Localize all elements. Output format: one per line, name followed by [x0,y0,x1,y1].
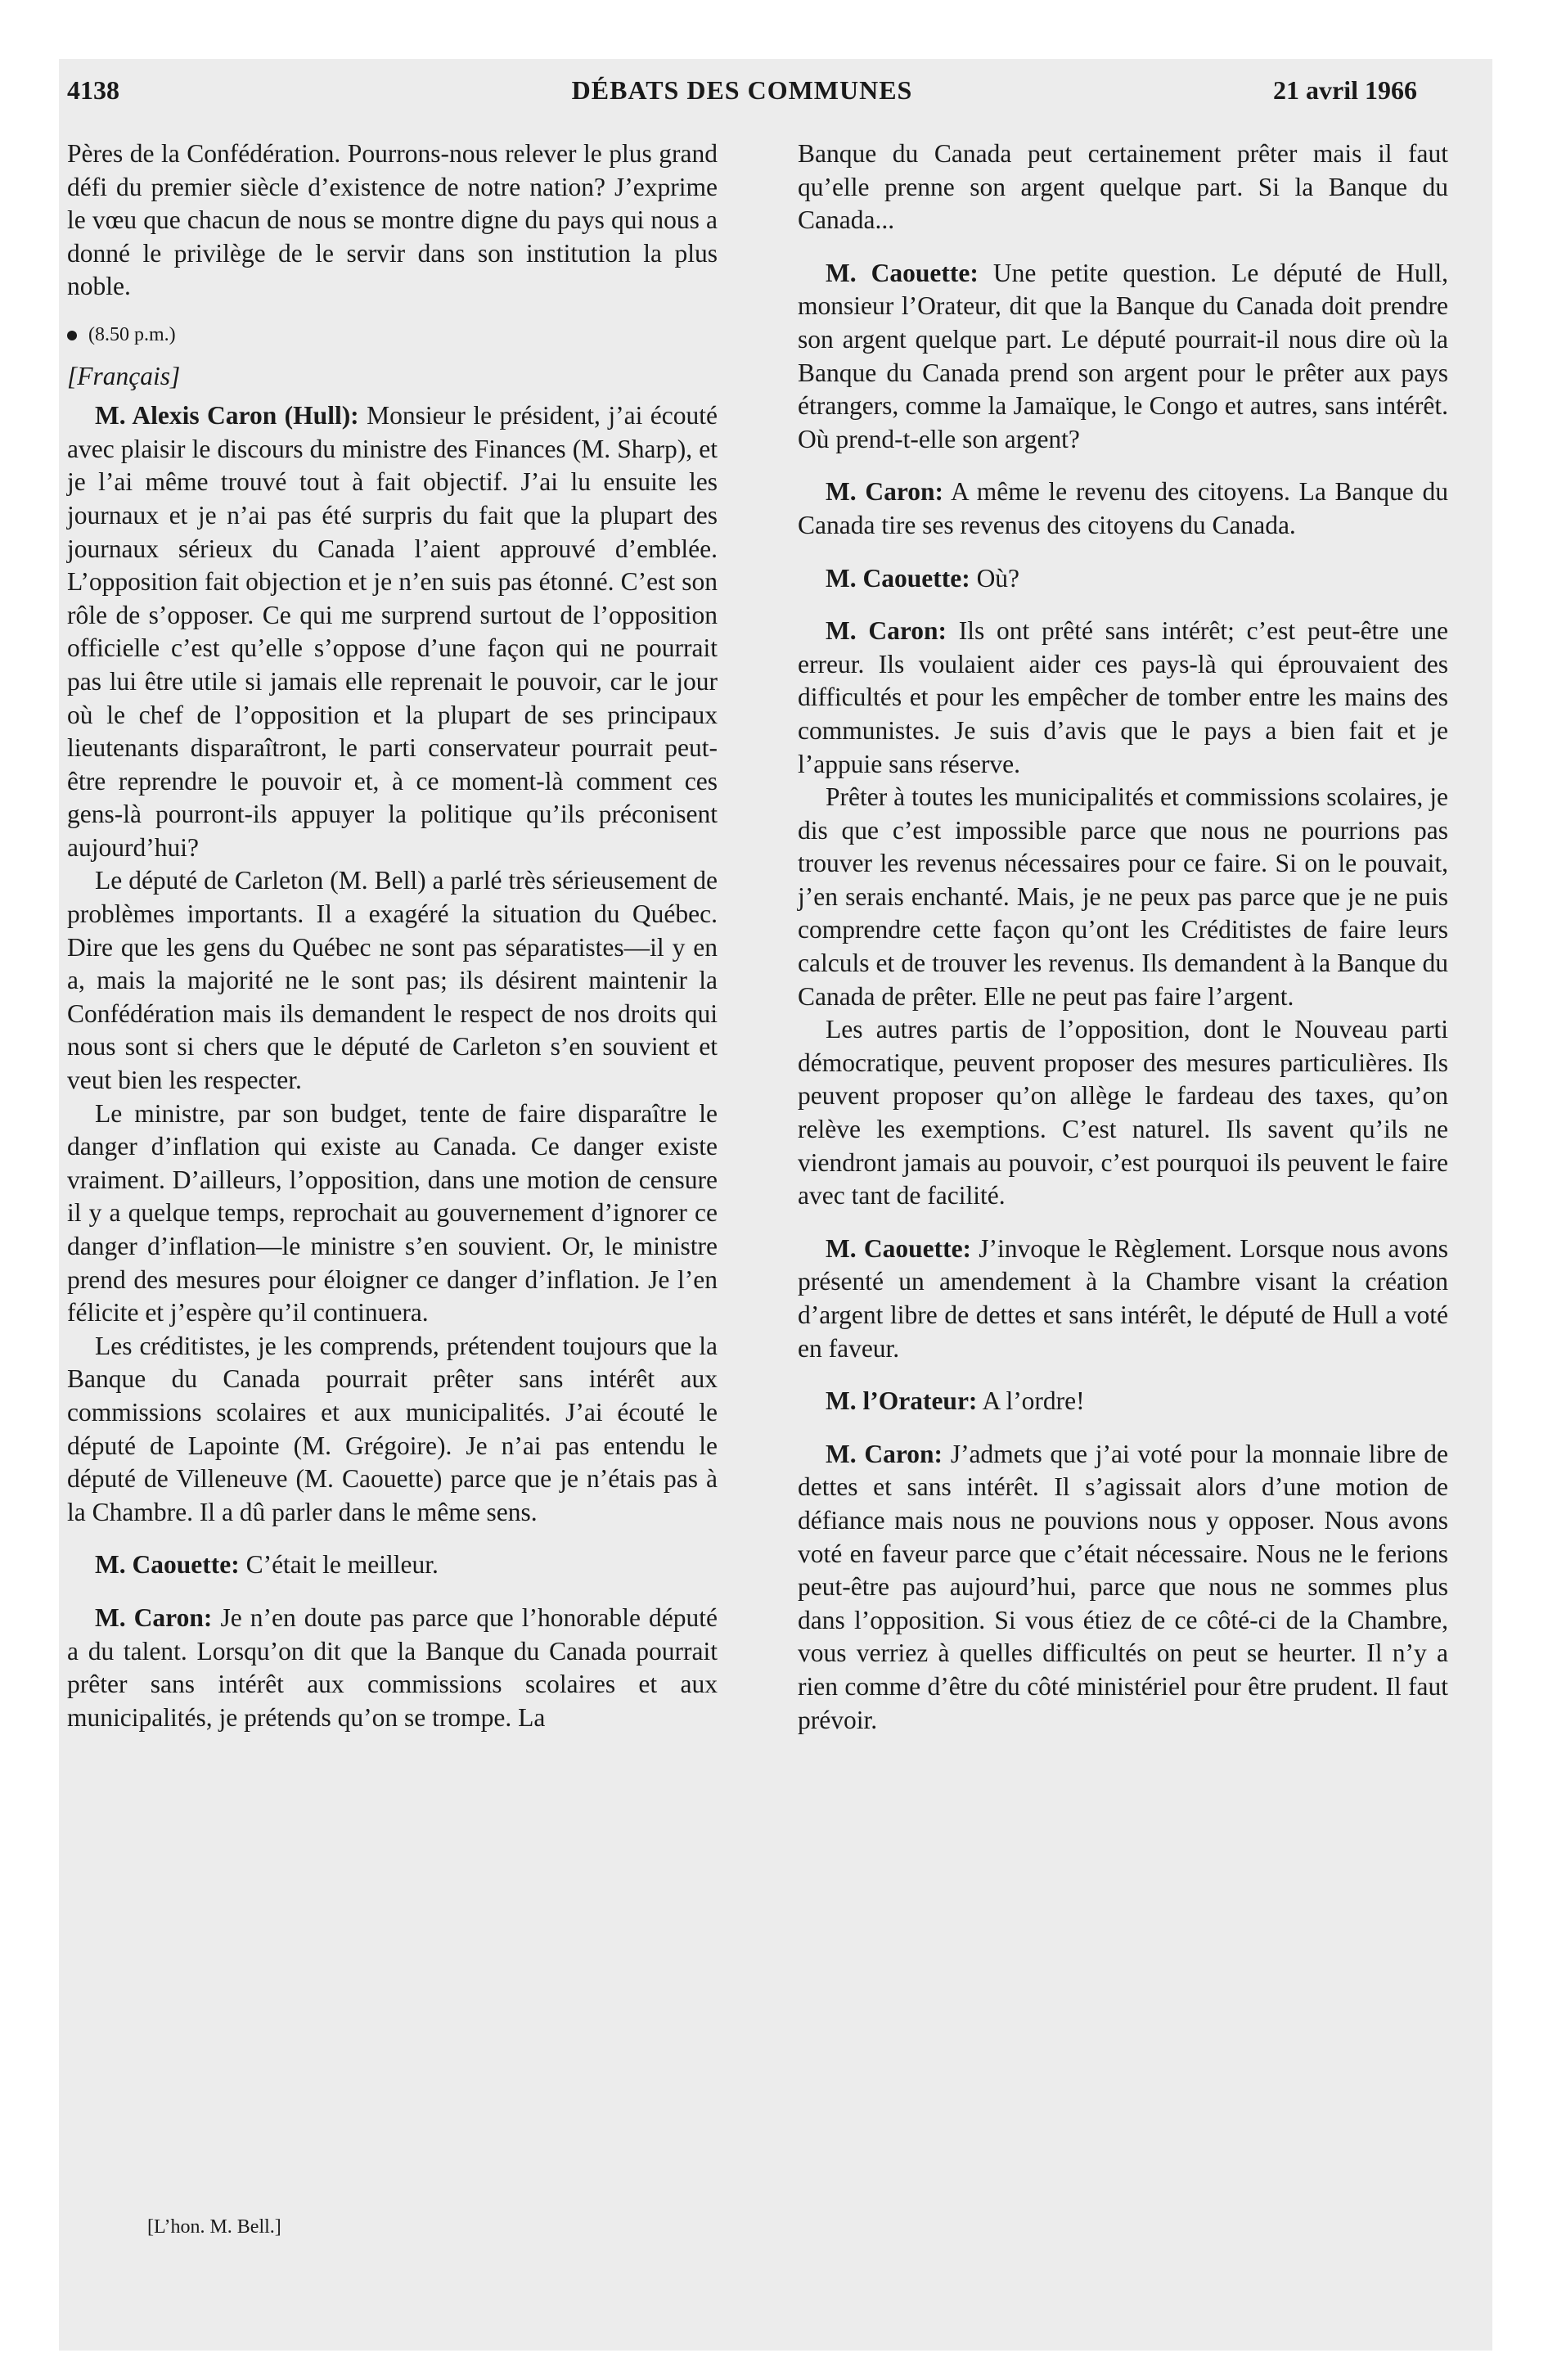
speaker-name: M. Caron: [826,616,947,646]
page-date: 21 avril 1966 [1273,75,1417,105]
paragraph: Pères de la Confédération. Pourrons-nous relever le plus grand défi du premier siècle d’existence de notre nation? J’exprime le vœu que chacun de nous se montre digne du pays qui nous a donné le privilège de le servir dans son institution la plus noble. [67,139,718,301]
paragraph: Le ministre, par son budget, tente de faire disparaître le danger d’inflation qui existe au Canada. Ce danger existe vraiment. D’ailleurs, l’opposition, dans une motion de censure il y a quelque temps, reprochait au gouvernement d’ignorer ce danger d’inflation—le ministre s’en souvient. Or, le ministre prend des mesures pour éloigner ce danger d’inflation. Je l’en félicite et j’espère qu’il continuera. [67,1098,718,1327]
speech-text: J’invoque le Règlement. Lorsque nous avons présenté un amendement à la Chambre visant la création d’argent libre de dettes et sans intérêt, le député de Hull a voté en faveur. [798,1233,1448,1363]
paragraph: Les autres partis de l’opposition, dont le Nouveau parti démocratique, peuvent proposer des mesures particulières. Ils peuvent proposer qu’on allège le fardeau des taxes, qu’on relève les exemptions. C’est naturel. Ils savent qu’ils ne viendront jamais au pouvoir, c’est pourquoi ils peuvent le faire avec tant de facilité. [798,1015,1448,1210]
speech-paragraph [798,1385,1448,1418]
speech-text: C’était le meilleur. [239,1550,439,1580]
bullet-icon [67,331,77,340]
speech-paragraph [798,562,1448,596]
page-number: 4138 [67,75,119,105]
speaker-name: M. Caron: [826,1439,943,1468]
speech-text: Une petite question. Le député de Hull, monsieur l’Orateur, dit que la Banque du Canada doit prendre son argent quelque part. Le député pourrait-il nous dire où la Banque du Canada prend son argent pour le prêter aux pays étrangers, comme la Jamaïque, le Congo et autres, sans intérêt. Où prend-t-elle son argent? [798,258,1448,453]
right-column [798,137,1448,1737]
left-column [67,137,718,1734]
page-title: DÉBATS DES COMMUNES [571,75,913,105]
speaker-name: M. l’Orateur: [826,1386,978,1416]
paragraph: Prêter à toutes les municipalités et commissions scolaires, je dis que c’est impossible parce que nous ne pourrions pas trouver les revenus nécessaires pour ce faire. Si on le pouvait, j’en serais enchanté. Mais, je ne peux pas parce que je ne puis comprendre cette façon qu’ont les Créditistes de faire leurs calculs et de trouver les revenus. Ils demandent à la Banque du Canada de prêter. Elle ne peut pas faire l’argent. [798,782,1448,1011]
speaker-name: M. Caouette: [95,1550,240,1580]
speaker-name: M. Caouette: [826,258,979,287]
speech-text: Je n’en doute pas parce que l’honorable député a du talent. Lorsqu’on dit que la Banque du Canada pourrait prêter sans intérêt aux commissions scolaires et aux municipalités, je prétends qu’on se trompe. La [67,1602,718,1732]
speech-paragraph [798,1438,1448,1737]
speech-paragraph [67,399,718,864]
page-header [67,75,1417,111]
paragraph: Banque du Canada peut certainement prêter mais il faut qu’elle prenne son argent quelque part. Si la Banque du Canada... [798,139,1448,235]
time-label: (8.50 p.m.) [88,323,176,345]
speaker-name: M. Caouette: [826,563,970,593]
speaker-name: M. Alexis Caron (Hull): [95,401,359,430]
language-tag: [Français] [67,361,181,390]
speaker-name: M. Caouette: [826,1233,972,1263]
speech-text: Où? [970,563,1020,593]
speech-text: Ils ont prêté sans intérêt; c’est peut-être une erreur. Ils voulaient aider ces pays-là qui éprouvaient des difficultés et pour les empêcher de tomber entre les mains des communistes. Je suis d’avis que le pays a bien fait et je l’appuie sans réserve. [798,616,1448,778]
speech-paragraph [798,1233,1448,1365]
speaker-name: M. Caron: [826,477,944,507]
speech-text: A l’ordre! [977,1386,1085,1416]
time-marker [67,318,718,352]
speech-paragraph [798,476,1448,542]
paragraph: Le député de Carleton (M. Bell) a parlé très sérieusement de problèmes importants. Il a exagéré la situation du Québec. Dire que les gens du Québec ne sont pas séparatistes—il y en a, mais la majorité ne le sont pas; ils désirent maintenir la Confédération mais ils demandent le respect de nos droits qui nous sont si chers que le député de Carleton s’en souvient et veut bien les respecter. [67,866,718,1095]
speech-paragraph [67,1548,718,1582]
speech-text: J’admets que j’ai voté pour la monnaie libre de dettes et sans intérêt. Il s’agissait alors d’une motion de défiance mais nous ne pouvions nous y opposer. Nous avons voté en faveur parce que c’était nécessaire. Nous ne le ferions peut-être pas aujourd’hui, parce que nous ne sommes plus dans l’opposition. Si vous étiez de ce côté-ci de la Chambre, vous verriez à quelles difficultés on peut se heurter. Il n’y a rien comme d’être du côté ministériel pour être prudent. Il faut prévoir. [798,1439,1448,1734]
footer-note: [L’hon. M. Bell.] [147,2216,281,2238]
paragraph: Les créditistes, je les comprends, prétendent toujours que la Banque du Canada pourrait prêter sans intérêt aux commissions scolaires et aux municipalités. J’ai écouté le député de Lapointe (M. Grégoire). Je n’ai pas entendu le député de Villeneuve (M. Caouette) parce que je n’étais pas à la Chambre. Il a dû parler dans le même sens. [67,1331,718,1526]
speaker-name: M. Caron: [95,1602,213,1632]
speech-paragraph [798,615,1448,781]
speech-text: Monsieur le président, j’ai écouté avec plaisir le discours du ministre des Finances (M. Sharp), et je l’ai même trouvé tout à fait objectif. J’ai lu ensuite les journaux et je n’ai pas été surpris du fait que la plupart des journaux sérieux du Canada l’aient approuvé d’emblée. L’opposition fait objection et je n’en suis pas étonné. C’est son rôle de s’opposer. Ce qui me surprend surtout de l’opposition officielle c’est qu’elle s’oppose d’une façon qui ne pourrait pas lui être utile si jamais elle reprenait le pouvoir, car le jour où le chef de l’opposition et la plupart de ses principaux lieutenants disparaîtront, le parti conservateur pourrait peut-être reprendre le pouvoir et, à ce moment-là comment ces gens-là pourront-ils appuyer la politique qu’ils préconisent aujourd’hui? [67,401,718,862]
speech-paragraph [67,1602,718,1734]
speech-text: A même le revenu des citoyens. La Banque du Canada tire ses revenus des citoyens du Canada. [798,477,1448,539]
speech-paragraph [798,257,1448,457]
